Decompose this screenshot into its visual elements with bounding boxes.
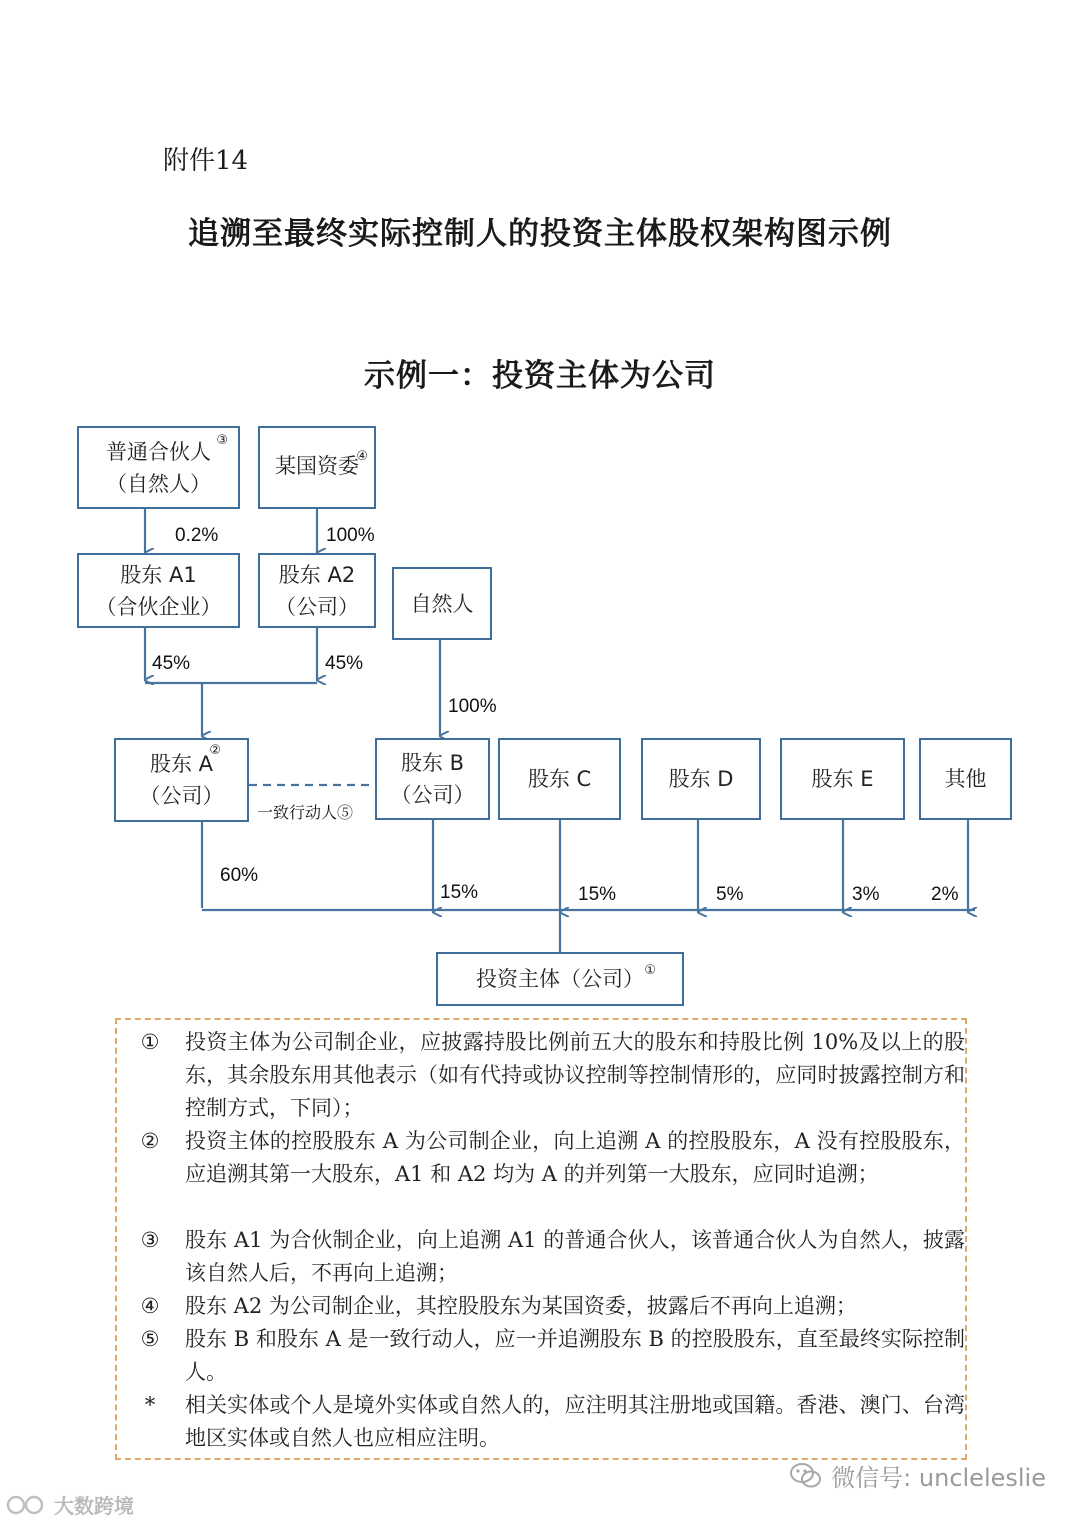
- node-others-name: 其他: [944, 767, 987, 791]
- marker-4: ④: [356, 449, 368, 464]
- pct-e-share: 3%: [852, 884, 880, 905]
- node-shareholder-e: [780, 738, 905, 820]
- node-investor-name: 投资主体（公司）: [476, 967, 644, 991]
- page-title: 追溯至最终实际控制人的投资主体股权架构图示例: [188, 216, 892, 252]
- node-shareholder-a2: [258, 553, 376, 628]
- example-subtitle: 示例一：投资主体为公司: [364, 358, 716, 394]
- pct-d-share: 5%: [716, 884, 744, 905]
- node-natural-person-name: 自然人: [410, 591, 474, 616]
- notes-box: [115, 1018, 967, 1460]
- wechat-id-text: 微信号: uncleleslie: [831, 1464, 1046, 1492]
- node-general-partner-type: （自然人）: [106, 471, 211, 496]
- node-state-assets-commission-name: 某国资委: [275, 454, 359, 478]
- note-3-text: 股东 A1 为合伙制企业，向上追溯 A1 的普通合伙人，该普通合伙人为自然人，披露该自然人后，不再向上追溯；: [185, 1228, 965, 1285]
- note-4-text: 股东 A2 为公司制企业，其控股股东为某国资委，披露后不再向上追溯；: [185, 1294, 857, 1318]
- node-shareholder-d-name: 股东 D: [668, 767, 734, 791]
- node-others: [919, 738, 1012, 820]
- note-3-number: ③: [140, 1228, 160, 1252]
- node-shareholder-d: [641, 738, 761, 820]
- node-investor: [436, 952, 684, 1006]
- note-asterisk-number: *: [144, 1393, 156, 1417]
- pct-b-share: 15%: [440, 882, 479, 903]
- pct-a2-to-a: 45%: [325, 653, 364, 674]
- node-shareholder-a-type: （公司）: [139, 784, 224, 808]
- note-2-number: ②: [140, 1129, 160, 1153]
- node-shareholder-b-name: 股东 B: [400, 751, 465, 775]
- node-shareholder-a2-type: （公司）: [275, 594, 359, 619]
- note-4-number: ④: [140, 1294, 160, 1318]
- marker-3: ③: [216, 433, 228, 448]
- node-state-assets-commission: [258, 426, 376, 509]
- node-shareholder-a2-name: 股东 A2: [278, 562, 356, 587]
- note-1-number: ①: [140, 1030, 160, 1054]
- node-shareholder-a: [114, 738, 249, 822]
- marker-2: ②: [209, 743, 221, 758]
- pct-a1-to-a: 45%: [152, 653, 191, 674]
- brand-text: 大数跨境: [54, 1494, 134, 1518]
- node-shareholder-e-name: 股东 E: [811, 767, 874, 791]
- note-asterisk-text: 相关实体或个人是境外实体或自然人的，应注明其注册地或国籍。香港、澳门、台湾地区实体或自然人也应相应注明。: [185, 1393, 965, 1450]
- node-shareholder-a1-name: 股东 A1: [120, 562, 197, 587]
- note-5-number: ⑤: [140, 1327, 160, 1351]
- pct-a-share: 60%: [220, 865, 259, 886]
- node-general-partner: [77, 426, 240, 509]
- node-shareholder-b-type: （公司）: [390, 783, 475, 807]
- pct-c-share: 15%: [578, 884, 617, 905]
- node-shareholder-a-name: 股东 A: [149, 752, 214, 776]
- attachment-label: 附件14: [163, 146, 249, 176]
- node-shareholder-a1-type: （合伙企业）: [95, 594, 222, 619]
- brand-logo-icon: [6, 1493, 50, 1517]
- pct-sasac-to-a2: 100%: [326, 525, 375, 546]
- note-5-text: 股东 B 和股东 A 是一致行动人，应一并追溯股东 B 的控股股东，直至最终实际控制人。: [185, 1327, 965, 1384]
- brand-watermark: [6, 1490, 134, 1519]
- pct-other-share: 2%: [931, 884, 959, 905]
- wechat-icon: [789, 1462, 823, 1490]
- note-2-text: 投资主体的控股股东 A 为公司制企业，向上追溯 A 的控股股东，A 没有控股股东，应追溯其第一大股东，A1 和 A2 均为 A 的并列第一大股东，应同时追溯；: [185, 1129, 965, 1186]
- node-shareholder-b: [375, 738, 490, 820]
- node-shareholder-c: [498, 738, 621, 820]
- node-shareholder-a1: [77, 553, 240, 628]
- node-shareholder-c-name: 股东 C: [527, 767, 592, 791]
- marker-1: ①: [644, 963, 656, 978]
- concert-party-label: 一致行动人⑤: [257, 805, 354, 822]
- node-general-partner-name: 普通合伙人: [106, 439, 211, 464]
- note-1-text: 投资主体为公司制企业，应披露持股比例前五大的股东和持股比例 10%及以上的股东，其余股东用其他表示（如有代持或协议控制等控制情形的，应同时披露控制方和控制方式，下同）；: [185, 1030, 965, 1120]
- pct-gp-to-a1: 0.2%: [175, 525, 219, 546]
- wechat-watermark: [789, 1458, 1046, 1493]
- node-natural-person: [392, 567, 492, 640]
- pct-natural-to-b: 100%: [448, 696, 497, 717]
